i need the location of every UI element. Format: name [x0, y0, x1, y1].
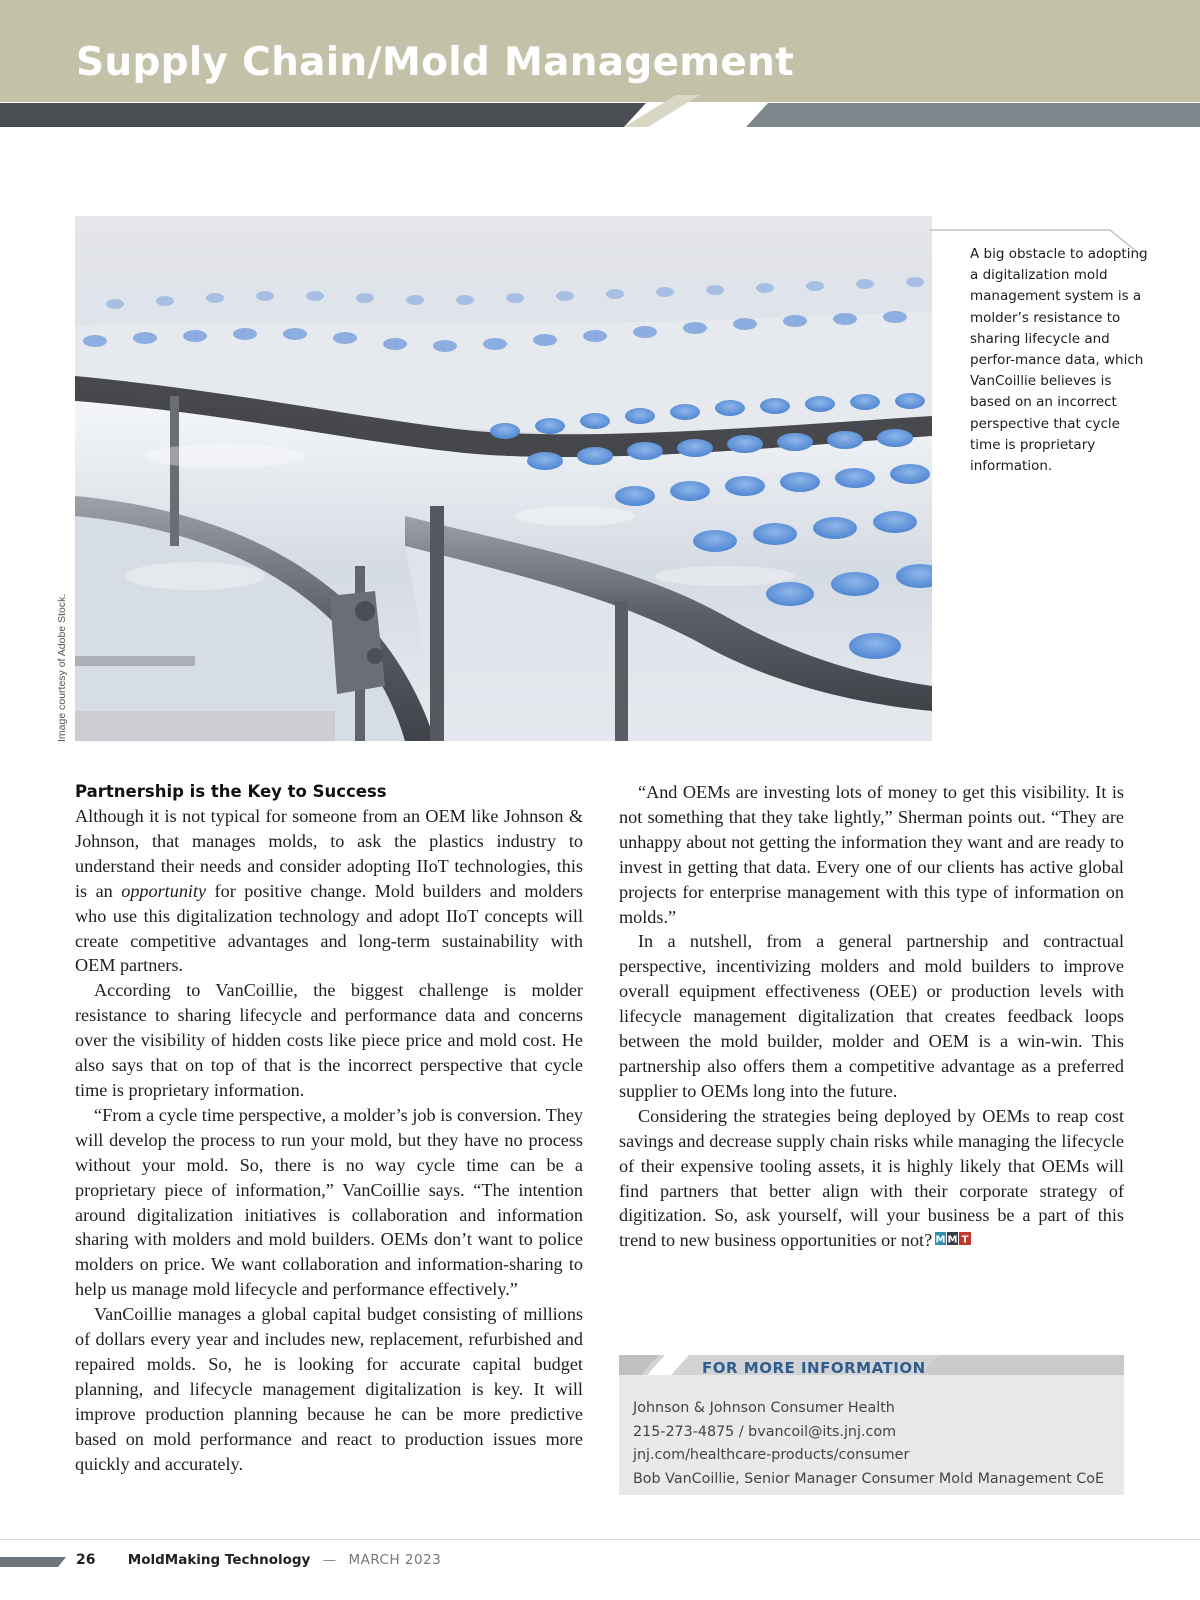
- article-paragraph-7: Considering the strategies being deployed by OEMs to reap cost savings and decrease supply chain risks while managing the lifecycle of their expensive tooling assets, it is highly likely that OEMs will find partners that better align with their corporate strategy of digitization. So, ask yourself, will your business be a part of this trend to new business opportunities or not? M M T: [619, 1105, 1124, 1251]
- more-info-contact-lines: [633, 1397, 1104, 1491]
- more-info-heading: FOR MORE INFORMATION: [702, 1359, 926, 1377]
- svg-text:M: M: [947, 1234, 958, 1246]
- article-column-right: [619, 780, 1124, 1253]
- article-paragraph-6: In a nutshell, from a general partnership and contractual perspective, incentivizing molders and mold builders to improve overall equipment effectiveness (OEE) or production levels with lifecycle management digitalization that creates feedback loops between the mold builder, molder and OEM is a win-win. This partnership also offers them a competitive advantage as a preferred supplier to OEMs long into the future.: [619, 931, 1124, 1101]
- issue-date: MARCH 2023: [348, 1552, 442, 1568]
- header-decor-bars: [0, 95, 1200, 129]
- more-info-box: [619, 1355, 1124, 1495]
- page-number: 26: [76, 1552, 96, 1568]
- page-footer: [76, 1552, 441, 1568]
- svg-text:M: M: [935, 1234, 946, 1246]
- svg-text:T: T: [961, 1234, 969, 1246]
- footer-separator: —: [322, 1552, 337, 1568]
- photo-caption: A big obstacle to adopting a digitalization mold management system is a molder’s resistance to sharing lifecycle and perfor-mance data, which VanCoillie believes is based on an incorrect perspective that cycle time is proprietary information.: [970, 246, 1148, 475]
- article-paragraph-4: VanCoillie manages a global capital budget consisting of millions of dollars every year and includes new, replacement, refurbished and repaired molds. So, he is looking for accurate capital budget planning, and lifecycle management digitalization is key. It will improve production planning because he can be more predictive based on mold performance and react to production issues more quickly and accurately.: [75, 1304, 583, 1474]
- article-paragraph-5: “And OEMs are investing lots of money to get this visibility. It is not something that they take lightly,” Sherman points out. “They are unhappy about not getting the information they want and are ready to invest in getting that data. Every one of our clients has active global projects for enterprise management with this type of information on molds.”: [619, 782, 1124, 927]
- article-paragraph-2: According to VanCoillie, the biggest challenge is molder resistance to sharing lifecycle and performance data and concerns over the visibility of hidden costs like piece price and mold cost. He also says that on top of that is the incorrect perspective that cycle time is proprietary information.: [75, 980, 583, 1100]
- article-column-left: [75, 780, 583, 1476]
- footer-decor-bar: [0, 1557, 66, 1567]
- mmt-end-logo: [935, 1232, 971, 1245]
- photo-credit: Image courtesy of Adobe Stock.: [56, 593, 68, 742]
- contact-person: Bob VanCoillie, Senior Manager Consumer Mold Management CoE: [633, 1470, 1105, 1487]
- article-paragraph-3: “From a cycle time perspective, a molder’s job is conversion. They will develop the process to run your mold, but they have no process without your mold. So, there is no way cycle time can be a proprietary piece of information,” VanCoillie says. “The intention around digitalization initiatives is collaboration and information sharing with molders and mold builders. OEMs don’t want to police molders on price. We want collaboration and information-sharing to help us manage mold lifecycle and performance effectively.”: [75, 1104, 583, 1300]
- contact-website: jnj.com/healthcare-products/consumer: [633, 1447, 910, 1463]
- article-paragraph-1: Although it is not typical for someone from an OEM like Johnson & Johnson, that manages molds, to ask the plastics industry to understand their needs and consider adopting IIoT technologies, this is an opportunity for positive change. Mold builders and molders who use this digitalization technology and adopt IIoT concepts will create competitive advantages and long-term sustainability with OEM partners.: [75, 806, 583, 976]
- footer-rule: [0, 1539, 1200, 1540]
- article-subhead: Partnership is the Key to Success: [75, 782, 387, 801]
- contact-company: Johnson & Johnson Consumer Health: [633, 1400, 895, 1416]
- emphasis-opportunity: opportunity: [121, 880, 207, 901]
- contact-phone-email: 215-273-4875 / bvancoil@its.jnj.com: [633, 1423, 897, 1440]
- section-title: Supply Chain/Mold Management: [76, 40, 795, 85]
- magazine-name: MoldMaking Technology: [127, 1552, 311, 1568]
- bottle-conveyor-photo: [75, 216, 932, 741]
